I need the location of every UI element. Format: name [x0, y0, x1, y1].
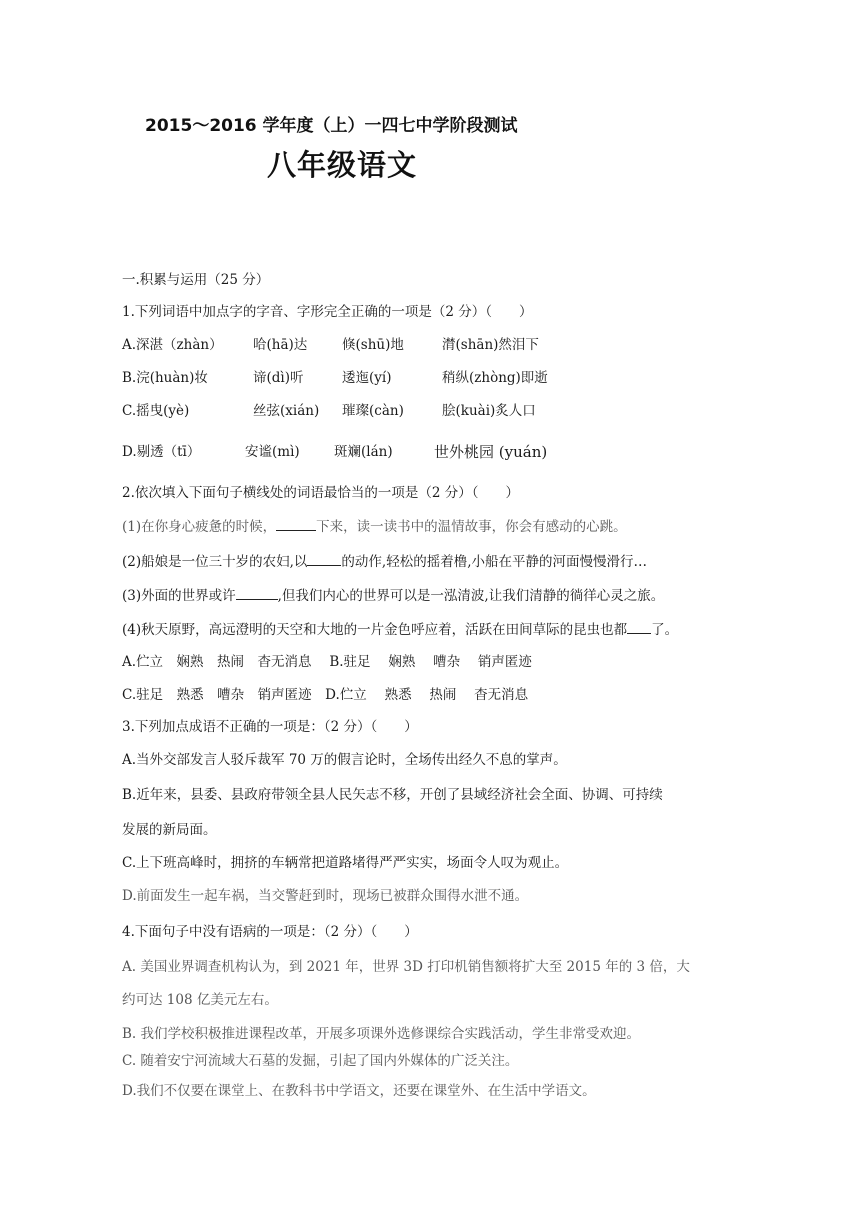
section-heading: 一.积累与运用（25 分）	[122, 272, 270, 288]
q2-s2-part-b: 的动作,轻松的摇着橹,小船在平静的河面慢慢滑行…	[341, 554, 648, 570]
q2-options-row-1: A.伫立 娴熟 热闹 杳无消息 B.驻足 娴熟 嘈杂 销声匿迹	[122, 654, 532, 670]
q2-s2-part-a: (2)船娘是一位三十岁的农妇,以	[122, 554, 308, 570]
q2-s1-blank	[276, 516, 316, 531]
q2-s3-part-a: (3)外面的世界或许	[122, 588, 236, 604]
q1-a-word-3: 倏(shū)地	[342, 337, 404, 353]
q1-stem: 1.下列词语中加点字的字音、字形完全正确的一项是（2 分）（ ）	[122, 304, 533, 320]
q1-c-word-1: C.摇曳(yè)	[122, 403, 190, 419]
q4-option-c: C. 随着安宁河流域大石墓的发掘，引起了国内外媒体的广泛关注。	[122, 1053, 519, 1069]
q2-sentence-2	[122, 551, 647, 572]
q3-option-c: C.上下班高峰时，拥挤的车辆常把道路堵得严严实实，场面令人叹为观止。	[122, 855, 569, 871]
q2-sentence-4	[122, 619, 678, 640]
q2-s2-blank	[307, 551, 341, 566]
q2-s4-part-b: 了。	[651, 622, 679, 638]
q2-s1-part-b: 下来，读一读书中的温情故事，你会有感动的心跳。	[316, 519, 627, 535]
exam-title: 八年级语文	[267, 148, 418, 182]
q4-option-a-line-1: A. 美国业界调查机构认为，到 2021 年，世界 3D 打印机销售额将扩大至 2015 年的 3 倍，大	[122, 959, 690, 975]
q4-option-d: D.我们不仅要在课堂上、在教科书中学语文，还要在课堂外、在生活中学语文。	[122, 1083, 596, 1099]
q2-s4-blank	[627, 619, 651, 634]
q4-option-a-line-2: 约可达 108 亿美元左右。	[122, 992, 278, 1008]
q2-sentence-3	[122, 585, 664, 606]
q3-option-a: A.当外交部发言人驳斥裁军 70 万的假言论时，全场传出经久不息的掌声。	[122, 752, 567, 768]
q1-c-word-2: 丝弦(xián)	[253, 403, 320, 419]
q1-b-word-4: 稍纵(zhòng)即逝	[442, 370, 548, 386]
q1-d-word-2: 安谧(mì)	[245, 444, 300, 460]
q2-stem: 2.依次填入下面句子横线处的词语最恰当的一项是（2 分）（ ）	[122, 485, 520, 501]
exam-header: 2015～2016 学年度（上）一四七中学阶段测试	[145, 116, 518, 136]
q1-d-word-3: 斑斓(lán)	[334, 444, 393, 460]
q1-b-word-1: B.浣(huàn)妆	[122, 370, 208, 386]
q3-stem: 3.下列加点成语不正确的一项是：（2 分）（ ）	[122, 719, 418, 735]
q1-c-word-3: 璀璨(càn)	[342, 403, 404, 419]
q3-option-b-line-1: B.近年来，县委、县政府带领全县人民矢志不移，开创了县域经济社会全面、协调、可持续	[122, 787, 663, 803]
q1-a-word-2: 哈(hā)达	[253, 337, 308, 353]
q3-option-d: D.前面发生一起车祸，当交警赶到时，现场已被群众围得水泄不通。	[122, 888, 529, 904]
q2-s3-part-b: ,但我们内心的世界可以是一泓清波,让我们清静的徜徉心灵之旅。	[277, 588, 665, 604]
q3-option-b-line-2: 发展的新局面。	[122, 822, 217, 838]
q4-stem: 4.下面句子中没有语病的一项是：（2 分）（ ）	[122, 924, 418, 940]
q2-s4-part-a: (4)秋天原野，高远澄明的天空和大地的一片金色呼应着，活跃在田间草际的昆虫也都	[122, 622, 628, 638]
q2-s1-part-a: (1)在你身心疲惫的时候，	[122, 519, 277, 535]
q2-sentence-1	[122, 516, 627, 537]
q1-a-word-4: 潸(shān)然泪下	[442, 337, 539, 353]
q1-a-word-1: A.深湛（zhàn）	[122, 337, 223, 353]
q1-c-word-4: 脍(kuài)炙人口	[442, 403, 536, 419]
q4-option-b: B. 我们学校积极推进课程改革，开展多项课外选修课综合实践活动，学生非常受欢迎。	[122, 1026, 641, 1042]
q2-options-row-2: C.驻足 熟悉 嘈杂 销声匿迹 D.伫立 熟悉 热闹 杳无消息	[122, 687, 529, 703]
q1-d-word-1: D.剔透（tī）	[122, 444, 201, 460]
q2-s3-blank	[236, 585, 278, 600]
q1-b-word-3: 逶迤(yí)	[342, 370, 392, 386]
q1-d-word-4: 世外桃园 (yuán)	[434, 443, 548, 461]
q1-b-word-2: 谛(dì)听	[253, 370, 304, 386]
